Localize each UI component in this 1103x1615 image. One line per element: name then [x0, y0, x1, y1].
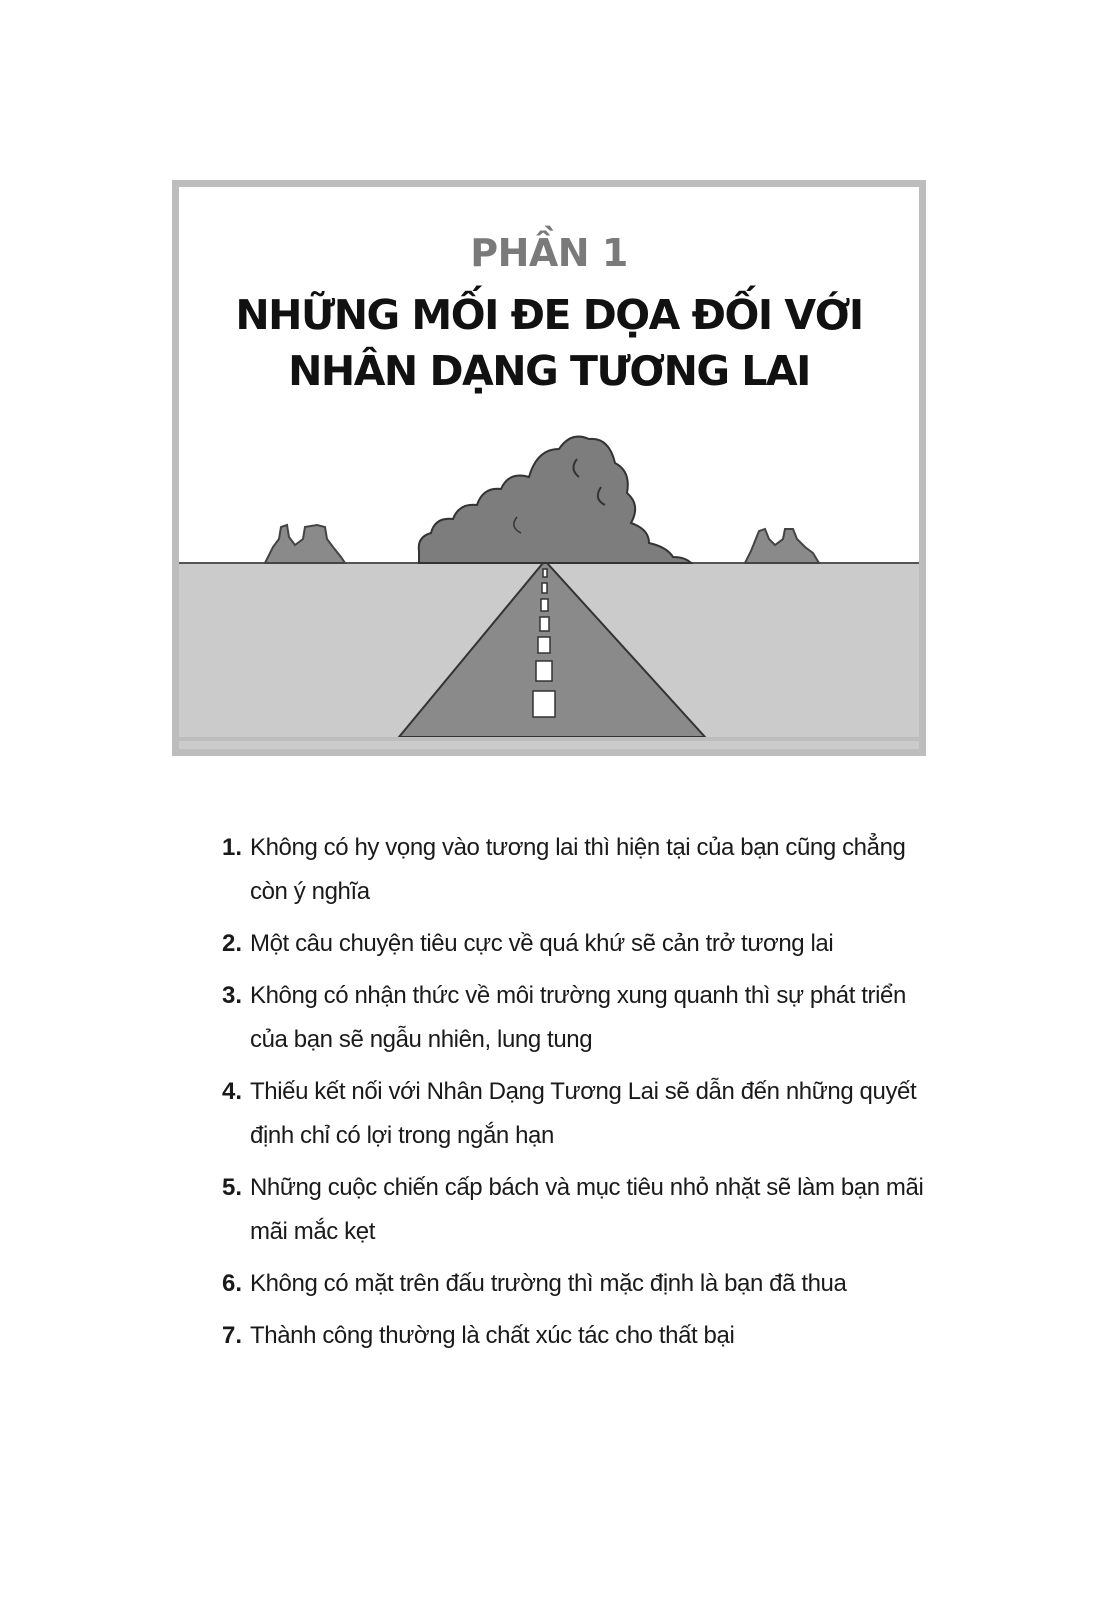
list-item	[206, 974, 946, 1062]
part-title-line: NHÂN DẠNG TƯƠNG LAI	[288, 347, 810, 395]
item-number: 6.	[221, 1270, 242, 1297]
item-number: 1.	[221, 834, 242, 861]
chapter-illustration	[172, 180, 926, 756]
item-number: 3.	[221, 982, 242, 1009]
part-label: PHẦN 1	[470, 231, 628, 275]
item-text: Không có hy vọng vào tương lai thì hiện tại của bạn cũng chẳng còn ý nghĩa	[250, 834, 906, 905]
dust-cloud-icon	[419, 437, 691, 563]
item-text: Không có mặt trên đấu trường thì mặc định là bạn đã thua	[250, 1270, 847, 1297]
item-text: Không có nhận thức về môi trường xung quanh thì sự phát triển của bạn sẽ ngẫu nhiên, lung tung	[250, 982, 906, 1053]
part-title	[179, 287, 919, 399]
threat-list	[206, 826, 946, 1366]
list-item	[206, 826, 946, 914]
part-title-line: NHỮNG MỐI ĐE DỌA ĐỐI VỚI	[235, 291, 863, 339]
list-item	[206, 1262, 946, 1306]
item-number: 4.	[221, 1078, 242, 1105]
mesa-rock-icon	[745, 529, 819, 563]
item-text: Thành công thường là chất xúc tác cho thất bại	[250, 1322, 735, 1349]
item-number: 2.	[221, 930, 242, 957]
list-item	[206, 1166, 946, 1254]
item-text: Một câu chuyện tiêu cực về quá khứ sẽ cản trở tương lai	[250, 930, 834, 957]
item-text: Những cuộc chiến cấp bách và mục tiêu nhỏ nhặt sẽ làm bạn mãi mãi mắc kẹt	[250, 1174, 924, 1245]
item-text: Thiếu kết nối với Nhân Dạng Tương Lai sẽ dẫn đến những quyết định chỉ có lợi trong ngắn hạn	[250, 1078, 917, 1149]
list-item	[206, 922, 946, 966]
list-item	[206, 1314, 946, 1358]
item-number: 7.	[221, 1322, 242, 1349]
item-number: 5.	[221, 1174, 242, 1201]
list-item	[206, 1070, 946, 1158]
mesa-rock-icon	[265, 525, 345, 563]
